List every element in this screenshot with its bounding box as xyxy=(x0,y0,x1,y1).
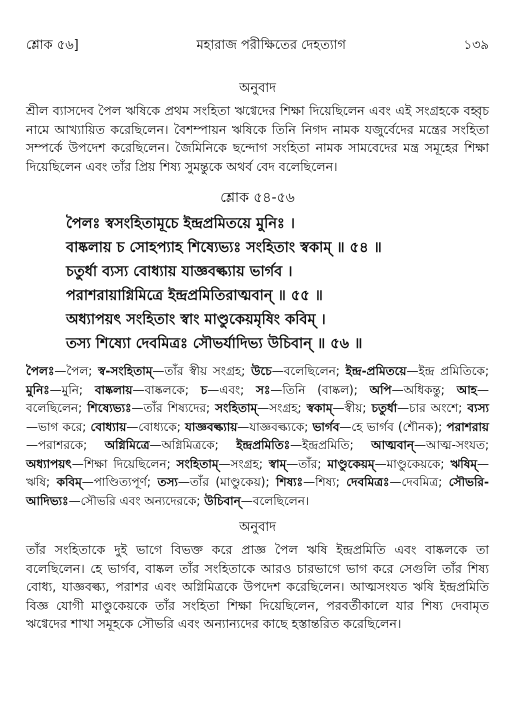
synonym-meaning: —সংগ্রহ; xyxy=(257,401,307,415)
synonym-meaning: —হে ভার্গব (শৌনক); xyxy=(339,419,447,434)
synonym-meaning: —এবং; xyxy=(207,382,257,397)
synonym-term: শিষ্যেভ্যঃ xyxy=(87,401,132,415)
synonym-meaning: —আত্ম-সংযত; xyxy=(414,438,489,452)
synonym-meaning: —পাণ্ডিত্যপূর্ণ; xyxy=(81,475,158,489)
synonym-meaning: —ইন্দ্রপ্রমিতি; xyxy=(290,438,372,452)
synonym-term: অগ্নিমিত্রে xyxy=(104,438,150,452)
synonym-meaning: —যাজ্ঞবল্ক্যকে; xyxy=(237,419,313,434)
synonym-term: স্বাম্ xyxy=(268,456,287,471)
verse-line: পরাশরায়াগ্নিমিত্রে ইন্দ্রপ্রমিতিরাত্মবান্ ॥ ৫৫ ॥ xyxy=(66,288,323,304)
synonym-term: কবিম্ xyxy=(56,475,82,489)
synonym-meaning: —শিষ্য; xyxy=(303,475,347,489)
synonym-meaning: —সৌভরি এবং অন্যদেরকে; xyxy=(68,493,205,508)
synonym-term: আত্মবান্ xyxy=(371,438,415,452)
synonym-meaning: —তাঁর শিষ্যদের; xyxy=(131,401,216,415)
synonym-meaning: —তাঁর স্বীয় সংগ্রহ; xyxy=(152,364,252,378)
verse-line: অধ্যাপয়ৎ সংহিতাং স্বাং মাণ্ডুকেয়মৃষিং কবিম্ । xyxy=(66,312,326,328)
synonym-term: স্বকাম্ xyxy=(306,401,333,415)
synonym-term: অপি xyxy=(369,382,392,397)
verse-block xyxy=(26,212,489,356)
synonym-term: ব্যস্য xyxy=(467,401,489,415)
synonym-term: ইন্দ্রপ্রমিতিঃ xyxy=(236,438,291,452)
synonym-term: উচে xyxy=(251,364,272,378)
synonym-meaning: —ইন্দ্র প্রমিতিকে; xyxy=(406,364,489,378)
synonym-meaning: —তাঁর (মাণ্ডুকেয়); xyxy=(177,475,277,489)
synonym-meaning: —শিক্ষা দিয়েছিলেন; xyxy=(71,456,177,471)
synonym-meaning: —অধিকন্তু; xyxy=(391,382,457,397)
synonym-meaning: —ভাগ করে; xyxy=(26,419,91,434)
synonym-term: সংহিতাম্ xyxy=(176,456,219,471)
synonym-term: ঋষিম্ xyxy=(450,456,477,471)
synonym-term: বোধ্যায় xyxy=(90,419,127,434)
synonym-term: উচিবান্ xyxy=(204,493,241,508)
verse-heading: শ্লোক ৫৪-৫৬ xyxy=(220,190,295,206)
synonym-meaning: —পরাশরকে; xyxy=(26,438,105,452)
word-synonyms xyxy=(26,362,489,510)
synonym-meaning: —বলেছিলেন। xyxy=(240,493,310,508)
synonym-meaning: —মুনি; xyxy=(49,382,95,397)
synonym-term: চতুর্ধা xyxy=(371,401,398,415)
page-header xyxy=(26,36,489,57)
synonym-meaning: —সংগ্রহ; xyxy=(218,456,269,471)
synonym-term: সংহিতাম্ xyxy=(215,401,258,415)
verse-line: তস্য শিষ্যো দেবমিত্রঃ সৌভর্যাদিভ্য উচিবান্ ॥ ৫৬ ॥ xyxy=(66,336,363,352)
synonym-meaning: —তাঁর; xyxy=(286,456,328,471)
synonym-term: যাজ্ঞবল্ক্যায় xyxy=(185,419,238,434)
synonym-term: পরাশরায় xyxy=(446,419,489,434)
verse-line: চতুর্ধা ব্যস্য বোধ্যায় যাজ্ঞবল্ক্যায় ভার্গব । xyxy=(66,264,293,280)
synonym-meaning: —বাষ্কলকে; xyxy=(132,382,201,397)
synonym-term: দেবমিত্রঃ xyxy=(346,475,390,489)
synonym-term: সৌভরি-আদিভ্যঃ xyxy=(26,475,489,508)
synonym-term: স্ব-সংহিতাম্ xyxy=(98,364,153,378)
synonym-meaning: —স্বীয়; xyxy=(332,401,372,415)
synonym-meaning: —মাণ্ডুকেয়কে; xyxy=(374,456,451,471)
synonym-term: অধ্যাপয়ৎ xyxy=(26,456,72,471)
synonym-meaning: —বলেছিলেন; xyxy=(26,382,489,415)
translation-heading-2: অনুবাদ xyxy=(239,520,276,535)
translation-paragraph-2: তাঁর সংহিতাকে দুই ভাগে বিভক্ত করে প্রাজ্ঞ পৈল ঋষি ইন্দ্রপ্রমিতি এবং বাষ্কলকে তা বলেছিলেন। হে ভার্গব, বাষ্কল তাঁর সংহিতাকে আরও চারভাগে ভাগ করে সেগুলি তাঁর শিষ্য বোধ্য, যাজ্ঞবল্ক্য, পরাশর এবং অগ্নিমিত্রকে উপদেশ করেছিলেন। আত্মসংযত ঋষি ইন্দ্রপ্রমিতি বিজ্ঞ যোগী মাণ্ডুকেয়কে তাঁর সংহিতা শিক্ষা দিয়েছিলেন, পরবর্তীকালে যার শিষ্য দেবামৃত ঋগ্বেদের শাখা সমূহকে সৌভরি এবং অন্যান্যদের কাছে হস্তান্তরিত করেছিলেন। xyxy=(26,542,489,631)
synonym-term: ইন্দ্র-প্রমিতয়ে xyxy=(345,364,407,378)
synonym-term: পৈলঃ xyxy=(26,364,55,378)
synonym-meaning: —বোধ্যকে; xyxy=(126,419,186,434)
synonym-term: বাষ্কলায় xyxy=(94,382,133,397)
chapter-title: মহারাজ পরীক্ষিতের দেহত্যাগ xyxy=(196,38,346,53)
synonym-term: মুনিঃ xyxy=(26,382,50,397)
synonym-meaning: —অগ্নিমিত্রকে; xyxy=(149,438,237,452)
verse-line: বাষ্কলায় চ সোহপ্যাহ শিষ্যেভ্যঃ সংহিতাং স্বকাম্ ॥ ৫৪ ॥ xyxy=(66,240,382,256)
synonym-term: তস্য xyxy=(157,475,178,489)
translation-paragraph: শ্রীল ব্যাসদেব পৈল ঋষিকে প্রথম সংহিতা ঋগ্বেদের শিক্ষা দিয়েছিলেন এবং এই সংগ্রহকে বহ্বৃচ নামে আখ্যায়িত করেছিলেন। বৈশম্পায়ন ঋষিকে তিনি নিগদ নামক যজুর্বেদের মন্ত্রের সংহিতা সম্পর্কে উপদেশ করেছিলেন। জৈমিনিকে ছন্দোগ সংহিতা নামক সামবেদের মন্ত্র সমূহের শিক্ষা দিয়েছিলেন এবং তাঁর প্রিয় শিষ্য সুমন্তুকে অথর্ব বেদ বলেছিলেন। xyxy=(26,103,489,174)
page-number: ১৩৯ xyxy=(463,38,489,53)
synonym-term: মাণ্ডুকেয়ম্ xyxy=(327,456,375,471)
verse-line: পৈলঃ স্বসংহিতামূচে ইন্দ্রপ্রমিতয়ে মুনিঃ । xyxy=(66,216,295,232)
synonym-meaning: —চার অংশে; xyxy=(397,401,468,415)
synonym-term: ভার্গব xyxy=(312,419,340,434)
synonym-term: সঃ xyxy=(256,382,271,397)
synonym-term: আহ xyxy=(456,382,477,397)
synonym-term: চ xyxy=(200,382,208,397)
synonym-meaning: —ঋষি; xyxy=(26,456,489,489)
synonym-term: শিষ্যঃ xyxy=(276,475,304,489)
synonym-meaning: —তিনি (বাষ্কল); xyxy=(270,382,370,397)
synonym-meaning: —বলেছিলেন; xyxy=(271,364,346,378)
verse-reference: শ্লোক ৫৬] xyxy=(26,38,79,53)
synonym-meaning: —দেবমিত্র; xyxy=(389,475,449,489)
synonym-meaning: —পৈল; xyxy=(54,364,99,378)
translation-heading: অনুবাদ xyxy=(239,81,276,96)
